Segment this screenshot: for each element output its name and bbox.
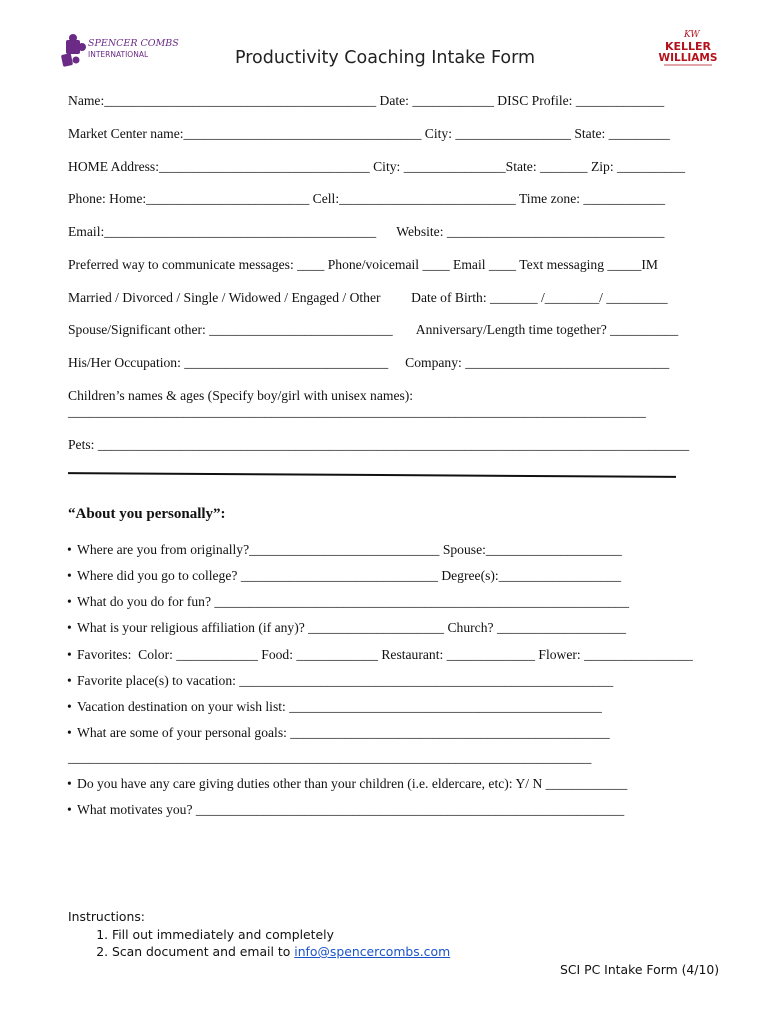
bullet-icon: • (67, 802, 72, 817)
pets-field[interactable]: Pets: _______________________________________________________________________________________ (68, 437, 690, 452)
kw-name-line2: WILLIAMS (658, 52, 718, 64)
form-title: Productivity Coaching Intake Form (234, 48, 536, 68)
list-item-college[interactable]: • Where did you go to college? _____________________________ Degree(s):__________________ (67, 568, 622, 583)
bullet-icon: • (67, 568, 72, 583)
instructions-list (68, 926, 450, 961)
bullet-icon: • (67, 542, 72, 557)
market-center-field[interactable]: Market Center name:___________________________________ City: _________________ State: _________ (68, 126, 670, 141)
list-item-caregiving[interactable]: • Do you have any care giving duties other than your children (i.e. eldercare, etc): Y/ N ____________ (67, 776, 628, 791)
spencer-combs-subtitle: INTERNATIONAL (88, 50, 149, 59)
home-address-field[interactable]: HOME Address:_______________________________ City: _______________State: _______ Zip: __________ (68, 159, 686, 174)
list-item-goals[interactable]: • What are some of your personal goals: _______________________________________________ (67, 725, 610, 740)
email-website-field[interactable]: Email:________________________________________ Website: ________________________________ (68, 224, 665, 239)
phone-field[interactable]: Phone: Home:________________________ Cell:__________________________ Time zone: ____________ (68, 191, 665, 206)
email-link[interactable]: info@spencercombs.com (294, 944, 451, 959)
bullet-icon: • (67, 699, 72, 714)
spouse-anniversary-field[interactable]: Spouse/Significant other: ___________________________ Anniversary/Length time together? __________ (68, 322, 679, 337)
list-item-origin[interactable]: • Where are you from originally?____________________________ Spouse:____________________ (67, 542, 622, 557)
about-heading: “About you personally”: (68, 506, 226, 522)
marital-status-dob-field[interactable]: Married / Divorced / Single / Widowed / Engaged / Other Date of Birth: _______ /________/ _________ (68, 290, 668, 305)
bullet-icon: • (67, 594, 72, 609)
form-footer: SCI PC Intake Form (4/10) (560, 962, 720, 977)
instructions (68, 908, 450, 961)
section-divider (68, 472, 676, 478)
instruction-step: 1. Fill out immediately and completely (112, 926, 450, 944)
goals-continuation-field[interactable]: _____________________________________________________________________________ (68, 750, 592, 765)
spencer-combs-name: SPENCER COMBS (88, 38, 179, 49)
bullet-icon: • (67, 776, 72, 791)
list-item-fun[interactable]: • What do you do for fun? _____________________________________________________________ (67, 594, 630, 609)
bullet-icon: • (67, 647, 72, 662)
list-item-favorites[interactable]: • Favorites: Color: ____________ Food: ____________ Restaurant: _____________ Flower: ________________ (67, 647, 693, 662)
preferred-communication-field[interactable]: Preferred way to communicate messages: ____ Phone/voicemail ____ Email ____ Text messaging _____IM (68, 257, 659, 272)
list-item-wish-list[interactable]: • Vacation destination on your wish list: ______________________________________________ (67, 699, 602, 714)
list-item-motivation[interactable]: • What motivates you? _______________________________________________________________ (67, 802, 625, 817)
kw-name-line1: KELLER (664, 40, 712, 53)
children-label: Children’s names & ages (Specify boy/girl with unisex names): (68, 388, 414, 403)
instruction-step: 2. Scan document and email to info@spencercombs.com (112, 943, 450, 961)
list-item-vacation[interactable]: • Favorite place(s) to vacation: _______________________________________________________ (67, 673, 614, 688)
bullet-icon: • (67, 620, 72, 635)
bullet-icon: • (67, 725, 72, 740)
instructions-heading: Instructions: (68, 909, 145, 924)
bullet-icon: • (67, 673, 72, 688)
kw-monogram-icon: KW (684, 30, 700, 40)
occupation-company-field[interactable]: His/Her Occupation: ______________________________ Company: ______________________________ (68, 355, 670, 370)
children-field[interactable]: _____________________________________________________________________________________ (68, 404, 646, 419)
name-date-disc-field[interactable]: Name:________________________________________ Date: ____________ DISC Profile: _____________ (68, 93, 665, 108)
list-item-religion[interactable]: • What is your religious affiliation (if any)? ____________________ Church? ___________________ (67, 620, 627, 635)
